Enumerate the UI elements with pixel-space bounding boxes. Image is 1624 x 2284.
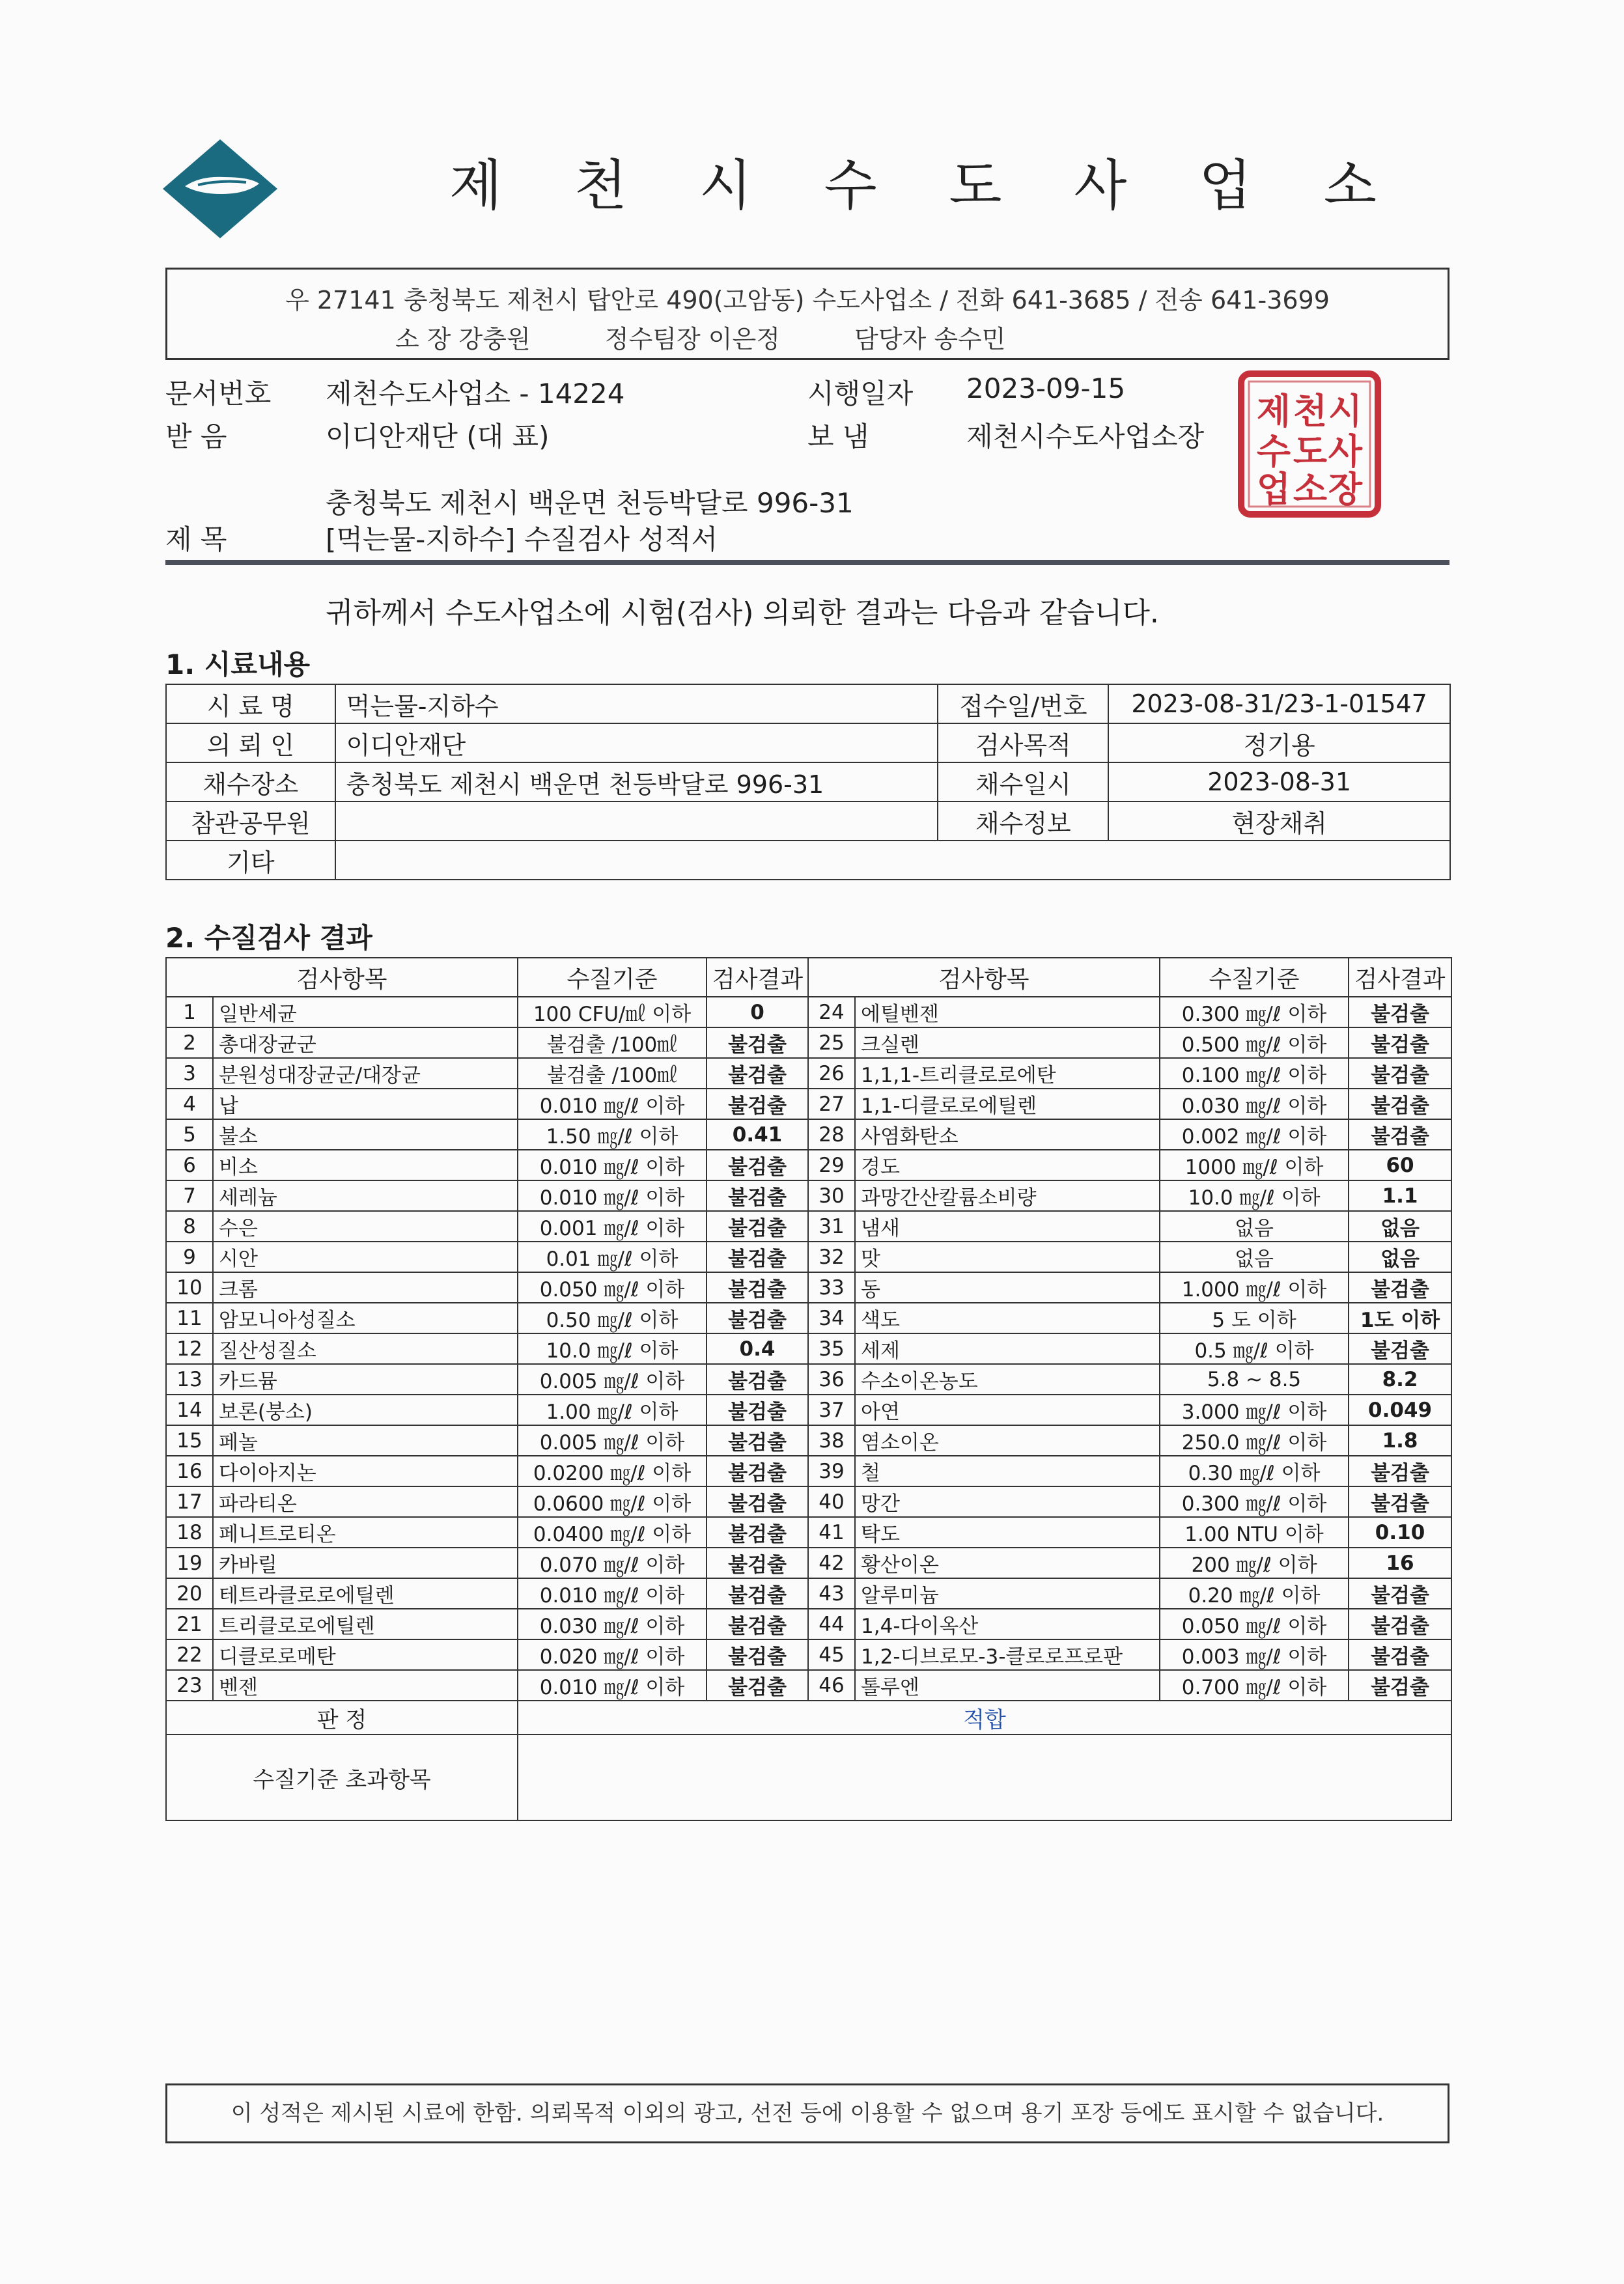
column-header-item: 검사항목 <box>166 958 518 997</box>
item-number: 14 <box>166 1395 213 1425</box>
section1-heading: 1. 시료내용 <box>165 648 311 680</box>
item-number: 34 <box>808 1303 855 1333</box>
item-number: 45 <box>808 1639 855 1670</box>
item-number: 3 <box>166 1058 213 1089</box>
item-standard: 없음 <box>1160 1242 1349 1272</box>
receipt-value: 2023-08-31/23-1-01547 <box>1108 684 1450 723</box>
item-result: 불검출 <box>1349 1058 1451 1089</box>
item-result: 불검출 <box>707 1364 808 1395</box>
item-name: 톨루엔 <box>855 1670 1160 1701</box>
svg-text:도: 도 <box>1293 430 1328 472</box>
item-number: 28 <box>808 1119 855 1150</box>
item-result: 불검출 <box>707 1548 808 1578</box>
table-row <box>166 1364 1451 1395</box>
item-name: 벤젠 <box>213 1670 518 1701</box>
item-name: 크롬 <box>213 1272 518 1303</box>
item-result: 불검출 <box>707 1058 808 1089</box>
item-result: 8.2 <box>1349 1364 1451 1395</box>
item-name: 트리클로로에틸렌 <box>213 1609 518 1639</box>
table-row <box>166 1150 1451 1180</box>
item-number: 35 <box>808 1333 855 1364</box>
issue-date: 2023-09-15 <box>966 372 1126 404</box>
item-name: 질산성질소 <box>213 1333 518 1364</box>
exceed-label: 수질기준 초과항목 <box>166 1734 518 1820</box>
item-number: 44 <box>808 1609 855 1639</box>
item-result: 불검출 <box>1349 1486 1451 1517</box>
sample-name: 먹는물-지하수 <box>335 684 938 723</box>
requester: 이디안재단 <box>335 723 938 762</box>
table-row <box>166 1609 1451 1639</box>
item-standard: 0.010 ㎎/ℓ 이하 <box>518 1150 707 1180</box>
recipient: 이디안재단 (대 표) <box>326 421 550 453</box>
item-result: 불검출 <box>1349 1119 1451 1150</box>
item-name: 총대장균군 <box>213 1027 518 1058</box>
item-standard: 0.500 ㎎/ℓ 이하 <box>1160 1027 1349 1058</box>
item-number: 37 <box>808 1395 855 1425</box>
item-number: 32 <box>808 1242 855 1272</box>
item-name: 페니트로티온 <box>213 1517 518 1548</box>
svg-text:장: 장 <box>1328 468 1363 510</box>
item-result: 불검출 <box>1349 1333 1451 1364</box>
item-name: 황산이온 <box>855 1548 1160 1578</box>
item-number: 16 <box>166 1456 213 1486</box>
item-number: 6 <box>166 1150 213 1180</box>
subject-label: 제 목 <box>165 523 227 555</box>
item-name: 페놀 <box>213 1425 518 1456</box>
item-standard: 0.30 ㎎/ℓ 이하 <box>1160 1456 1349 1486</box>
table-row <box>166 762 1450 801</box>
item-standard: 0.010 ㎎/ℓ 이하 <box>518 1578 707 1609</box>
item-name: 카드뮴 <box>213 1364 518 1395</box>
item-name: 에틸벤젠 <box>855 997 1160 1027</box>
item-number: 29 <box>808 1150 855 1180</box>
item-number: 7 <box>166 1180 213 1211</box>
item-standard: 0.030 ㎎/ℓ 이하 <box>518 1609 707 1639</box>
table-row <box>166 1486 1451 1517</box>
item-number: 31 <box>808 1211 855 1242</box>
purpose-label: 검사목적 <box>938 723 1108 762</box>
issue-date-label: 시행일자 <box>807 378 914 410</box>
svg-text:제: 제 <box>1256 390 1291 432</box>
item-result: 불검출 <box>707 1150 808 1180</box>
item-result: 불검출 <box>1349 1639 1451 1670</box>
page-title: 제 천 시 수 도 사 업 소 <box>449 154 1405 217</box>
item-standard: 0.050 ㎎/ℓ 이하 <box>1160 1609 1349 1639</box>
item-result: 불검출 <box>707 1639 808 1670</box>
table-row <box>166 1670 1451 1701</box>
item-number: 9 <box>166 1242 213 1272</box>
item-number: 40 <box>808 1486 855 1517</box>
item-standard: 없음 <box>1160 1211 1349 1242</box>
item-name: 비소 <box>213 1150 518 1180</box>
sampling-date-label: 채수일시 <box>938 762 1108 801</box>
table-header-row <box>166 958 1451 997</box>
item-name: 염소이온 <box>855 1425 1160 1456</box>
table-row <box>166 1242 1451 1272</box>
sender-label: 보 냄 <box>807 421 869 453</box>
item-name: 일반세균 <box>213 997 518 1027</box>
item-result: 불검출 <box>707 1517 808 1548</box>
item-number: 17 <box>166 1486 213 1517</box>
item-standard: 1000 ㎎/ℓ 이하 <box>1160 1150 1349 1180</box>
table-row <box>166 997 1451 1027</box>
table-row <box>166 684 1450 723</box>
exceed-row <box>166 1734 1451 1820</box>
item-number: 20 <box>166 1578 213 1609</box>
item-number: 15 <box>166 1425 213 1456</box>
item-standard: 0.005 ㎎/ℓ 이하 <box>518 1364 707 1395</box>
other <box>335 841 1450 880</box>
item-name: 1,4-다이옥산 <box>855 1609 1160 1639</box>
recipient-address: 충청북도 제천시 백운면 천등박달로 996-31 <box>326 487 854 519</box>
item-name: 카바릴 <box>213 1548 518 1578</box>
item-result: 16 <box>1349 1548 1451 1578</box>
item-result: 불검출 <box>707 1609 808 1639</box>
item-number: 42 <box>808 1548 855 1578</box>
item-result: 불검출 <box>707 1027 808 1058</box>
item-result: 불검출 <box>707 1425 808 1456</box>
item-name: 냄새 <box>855 1211 1160 1242</box>
item-standard: 100 CFU/㎖ 이하 <box>518 997 707 1027</box>
item-result: 없음 <box>1349 1211 1451 1242</box>
official-seal-stamp <box>1237 370 1382 518</box>
item-standard: 0.020 ㎎/ℓ 이하 <box>518 1639 707 1670</box>
item-number: 33 <box>808 1272 855 1303</box>
item-name: 분원성대장균군/대장균 <box>213 1058 518 1089</box>
sampling-info: 현장채취 <box>1108 801 1450 841</box>
item-number: 5 <box>166 1119 213 1150</box>
item-standard: 5 도 이하 <box>1160 1303 1349 1333</box>
chief-name: 소 장 강충원 <box>395 325 531 354</box>
table-row <box>166 1425 1451 1456</box>
item-standard: 0.003 ㎎/ℓ 이하 <box>1160 1639 1349 1670</box>
table-row <box>166 801 1450 841</box>
item-result: 0.10 <box>1349 1517 1451 1548</box>
item-standard: 0.300 ㎎/ℓ 이하 <box>1160 1486 1349 1517</box>
item-standard: 10.0 ㎎/ℓ 이하 <box>1160 1180 1349 1211</box>
sampling-place-label: 채수장소 <box>166 762 335 801</box>
water-utility-logo <box>161 138 279 240</box>
svg-text:사: 사 <box>1328 430 1363 472</box>
item-standard: 0.030 ㎎/ℓ 이하 <box>1160 1089 1349 1119</box>
item-name: 다이아지논 <box>213 1456 518 1486</box>
table-row <box>166 1058 1451 1089</box>
item-name: 1,1,1-트리클로로에탄 <box>855 1058 1160 1089</box>
item-standard: 0.5 ㎎/ℓ 이하 <box>1160 1333 1349 1364</box>
section2-heading: 2. 수질검사 결과 <box>165 922 372 954</box>
observer-label: 참관공무원 <box>166 801 335 841</box>
subject: [먹는물-지하수] 수질검사 성적서 <box>326 523 718 555</box>
item-name: 수은 <box>213 1211 518 1242</box>
item-standard: 0.300 ㎎/ℓ 이하 <box>1160 997 1349 1027</box>
recipient-label: 받 음 <box>165 421 227 453</box>
item-standard: 200 ㎎/ℓ 이하 <box>1160 1548 1349 1578</box>
item-name: 알루미늄 <box>855 1578 1160 1609</box>
item-name: 납 <box>213 1089 518 1119</box>
item-number: 36 <box>808 1364 855 1395</box>
item-standard: 250.0 ㎎/ℓ 이하 <box>1160 1425 1349 1456</box>
item-result: 불검출 <box>707 1180 808 1211</box>
svg-text:소: 소 <box>1293 468 1328 510</box>
item-standard: 3.000 ㎎/ℓ 이하 <box>1160 1395 1349 1425</box>
item-number: 39 <box>808 1456 855 1486</box>
item-result: 1도 이하 <box>1349 1303 1451 1333</box>
item-standard: 0.050 ㎎/ℓ 이하 <box>518 1272 707 1303</box>
item-standard: 불검출 /100㎖ <box>518 1058 707 1089</box>
item-result: 불검출 <box>707 1486 808 1517</box>
item-result: 불검출 <box>707 1211 808 1242</box>
team-leader-name: 정수팀장 이은정 <box>604 325 780 354</box>
receipt-label: 접수일/번호 <box>938 684 1108 723</box>
item-name: 경도 <box>855 1150 1160 1180</box>
item-number: 46 <box>808 1670 855 1701</box>
item-number: 25 <box>808 1027 855 1058</box>
purpose: 정기용 <box>1108 723 1450 762</box>
sample-name-label: 시 료 명 <box>166 684 335 723</box>
item-number: 30 <box>808 1180 855 1211</box>
svg-text:시: 시 <box>1328 390 1363 432</box>
item-name: 시안 <box>213 1242 518 1272</box>
item-standard: 0.002 ㎎/ℓ 이하 <box>1160 1119 1349 1150</box>
item-result: 불검출 <box>1349 1578 1451 1609</box>
item-standard: 0.010 ㎎/ℓ 이하 <box>518 1089 707 1119</box>
item-number: 23 <box>166 1670 213 1701</box>
doc-no: 제천수도사업소 - 14224 <box>326 378 625 410</box>
manager-name: 담당자 송수민 <box>854 325 1006 354</box>
item-standard: 5.8 ~ 8.5 <box>1160 1364 1349 1395</box>
item-number: 12 <box>166 1333 213 1364</box>
staff-line <box>395 319 1005 355</box>
item-name: 세제 <box>855 1333 1160 1364</box>
table-row <box>166 1639 1451 1670</box>
item-number: 10 <box>166 1272 213 1303</box>
item-standard: 1.000 ㎎/ℓ 이하 <box>1160 1272 1349 1303</box>
item-name: 망간 <box>855 1486 1160 1517</box>
item-name: 색도 <box>855 1303 1160 1333</box>
item-number: 4 <box>166 1089 213 1119</box>
item-result: 0.4 <box>707 1333 808 1364</box>
item-name: 1,1-디클로로에틸렌 <box>855 1089 1160 1119</box>
sample-info-table <box>165 684 1451 880</box>
table-row <box>166 1119 1451 1150</box>
judgment-label: 판 정 <box>166 1701 518 1734</box>
item-standard: 0.50 ㎎/ℓ 이하 <box>518 1303 707 1333</box>
item-standard: 0.005 ㎎/ℓ 이하 <box>518 1425 707 1456</box>
item-number: 38 <box>808 1425 855 1456</box>
column-header-standard: 수질기준 <box>518 958 707 997</box>
item-result: 불검출 <box>707 1303 808 1333</box>
item-standard: 0.20 ㎎/ℓ 이하 <box>1160 1578 1349 1609</box>
divider <box>165 560 1449 565</box>
item-name: 사염화탄소 <box>855 1119 1160 1150</box>
exceed-value <box>518 1734 1451 1820</box>
item-number: 41 <box>808 1517 855 1548</box>
table-row <box>166 1027 1451 1058</box>
item-result: 60 <box>1349 1150 1451 1180</box>
item-standard: 0.0600 ㎎/ℓ 이하 <box>518 1486 707 1517</box>
item-name: 크실렌 <box>855 1027 1160 1058</box>
item-standard: 0.010 ㎎/ℓ 이하 <box>518 1180 707 1211</box>
item-name: 수소이온농도 <box>855 1364 1160 1395</box>
item-number: 24 <box>808 997 855 1027</box>
item-standard: 1.00 ㎎/ℓ 이하 <box>518 1395 707 1425</box>
item-number: 2 <box>166 1027 213 1058</box>
item-result: 0 <box>707 997 808 1027</box>
column-header-result: 검사결과 <box>1349 958 1451 997</box>
item-result: 불검출 <box>707 1395 808 1425</box>
item-standard: 0.100 ㎎/ℓ 이하 <box>1160 1058 1349 1089</box>
item-result: 불검출 <box>1349 1609 1451 1639</box>
item-name: 세레늄 <box>213 1180 518 1211</box>
svg-text:천: 천 <box>1293 390 1328 432</box>
sender: 제천시수도사업소장 <box>966 421 1205 453</box>
intro-text: 귀하께서 수도사업소에 시험(검사) 의뢰한 결과는 다음과 같습니다. <box>326 596 1159 630</box>
sampling-info-label: 채수정보 <box>938 801 1108 841</box>
item-standard: 0.001 ㎎/ℓ 이하 <box>518 1211 707 1242</box>
table-row <box>166 1211 1451 1242</box>
item-name: 과망간산칼륨소비량 <box>855 1180 1160 1211</box>
item-result: 1.8 <box>1349 1425 1451 1456</box>
item-name: 파라티온 <box>213 1486 518 1517</box>
sampling-place: 충청북도 제천시 백운면 천등박달로 996-31 <box>335 762 938 801</box>
results-table <box>165 957 1452 1821</box>
item-result: 없음 <box>1349 1242 1451 1272</box>
item-result: 불검출 <box>707 1456 808 1486</box>
sampling-date: 2023-08-31 <box>1108 762 1450 801</box>
item-standard: 0.0400 ㎎/ℓ 이하 <box>518 1517 707 1548</box>
table-row <box>166 1517 1451 1548</box>
item-number: 1 <box>166 997 213 1027</box>
other-label: 기타 <box>166 841 335 880</box>
item-result: 불검출 <box>707 1242 808 1272</box>
item-name: 동 <box>855 1272 1160 1303</box>
table-row <box>166 1180 1451 1211</box>
item-number: 8 <box>166 1211 213 1242</box>
item-name: 테트라클로로에틸렌 <box>213 1578 518 1609</box>
item-name: 암모니아성질소 <box>213 1303 518 1333</box>
doc-no-label: 문서번호 <box>165 378 272 410</box>
item-name: 탁도 <box>855 1517 1160 1548</box>
svg-text:수: 수 <box>1256 430 1291 472</box>
judgment-row <box>166 1701 1451 1734</box>
item-number: 22 <box>166 1639 213 1670</box>
item-name: 맛 <box>855 1242 1160 1272</box>
item-result: 불검출 <box>707 1272 808 1303</box>
item-standard: 0.01 ㎎/ℓ 이하 <box>518 1242 707 1272</box>
address-line: 우 27141 충청북도 제천시 탑안로 490(고암동) 수도사업소 / 전화 641-3685 / 전송 641-3699 <box>285 286 1330 314</box>
item-result: 0.049 <box>1349 1395 1451 1425</box>
item-result: 불검출 <box>1349 1670 1451 1701</box>
footer-notice: 이 성적은 제시된 시료에 한함. 의뢰목적 이외의 광고, 선전 등에 이용할 수 없으며 용기 포장 등에도 표시할 수 없습니다. <box>165 2083 1449 2143</box>
item-result: 불검출 <box>1349 1272 1451 1303</box>
item-number: 19 <box>166 1548 213 1578</box>
table-row <box>166 1578 1451 1609</box>
observer <box>335 801 938 841</box>
item-standard: 0.010 ㎎/ℓ 이하 <box>518 1670 707 1701</box>
svg-text:업: 업 <box>1256 468 1291 510</box>
column-header-result: 검사결과 <box>707 958 808 997</box>
item-result: 불검출 <box>707 1670 808 1701</box>
column-header-standard: 수질기준 <box>1160 958 1349 997</box>
item-number: 18 <box>166 1517 213 1548</box>
item-name: 철 <box>855 1456 1160 1486</box>
table-row <box>166 723 1450 762</box>
item-standard: 0.700 ㎎/ℓ 이하 <box>1160 1670 1349 1701</box>
table-row <box>166 841 1450 880</box>
requester-label: 의 뢰 인 <box>166 723 335 762</box>
item-standard: 1.00 NTU 이하 <box>1160 1517 1349 1548</box>
item-name: 1,2-디브로모-3-클로로프로판 <box>855 1639 1160 1670</box>
item-number: 27 <box>808 1089 855 1119</box>
column-header-item: 검사항목 <box>808 958 1160 997</box>
item-number: 11 <box>166 1303 213 1333</box>
table-row <box>166 1333 1451 1364</box>
item-result: 불검출 <box>1349 1027 1451 1058</box>
address-box <box>165 268 1449 360</box>
table-row <box>166 1303 1451 1333</box>
item-standard: 불검출 /100㎖ <box>518 1027 707 1058</box>
item-result: 불검출 <box>707 1578 808 1609</box>
item-standard: 0.070 ㎎/ℓ 이하 <box>518 1548 707 1578</box>
table-row <box>166 1272 1451 1303</box>
item-standard: 0.0200 ㎎/ℓ 이하 <box>518 1456 707 1486</box>
item-number: 43 <box>808 1578 855 1609</box>
item-result: 1.1 <box>1349 1180 1451 1211</box>
table-row <box>166 1456 1451 1486</box>
item-name: 보론(붕소) <box>213 1395 518 1425</box>
item-name: 불소 <box>213 1119 518 1150</box>
item-result: 불검출 <box>1349 1456 1451 1486</box>
item-name: 아연 <box>855 1395 1160 1425</box>
item-standard: 10.0 ㎎/ℓ 이하 <box>518 1333 707 1364</box>
table-row <box>166 1548 1451 1578</box>
table-row <box>166 1395 1451 1425</box>
item-result: 불검출 <box>707 1089 808 1119</box>
item-result: 0.41 <box>707 1119 808 1150</box>
item-number: 13 <box>166 1364 213 1395</box>
item-result: 불검출 <box>1349 1089 1451 1119</box>
item-name: 디클로로메탄 <box>213 1639 518 1670</box>
table-row <box>166 1089 1451 1119</box>
item-standard: 1.50 ㎎/ℓ 이하 <box>518 1119 707 1150</box>
item-result: 불검출 <box>1349 997 1451 1027</box>
judgment-value: 적합 <box>518 1701 1451 1734</box>
item-number: 26 <box>808 1058 855 1089</box>
item-number: 21 <box>166 1609 213 1639</box>
